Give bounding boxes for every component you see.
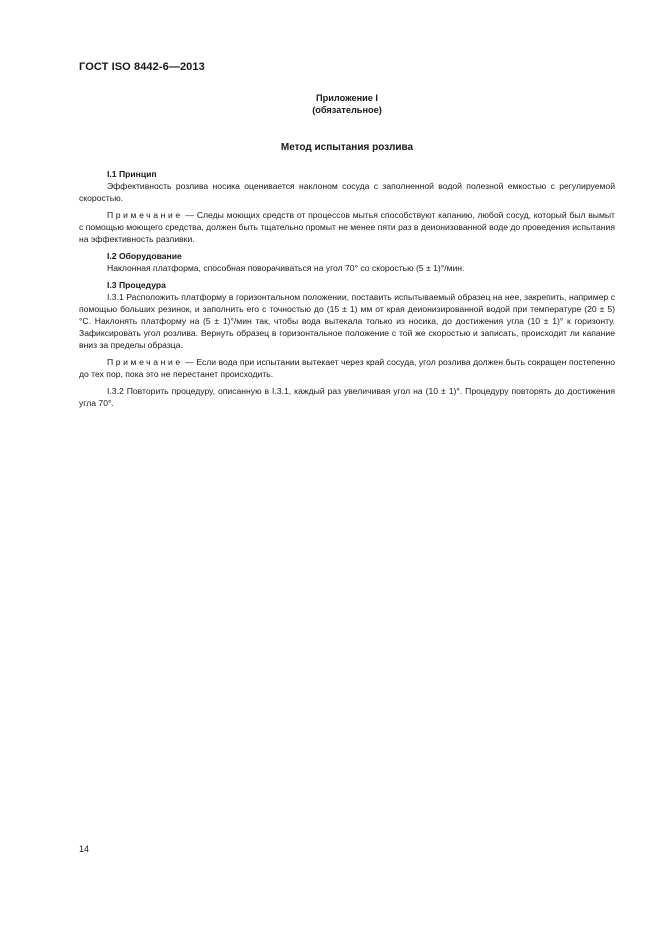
document-title: Метод испытания розлива bbox=[280, 142, 414, 153]
paragraph-principle: Эффективность розлива носика оценивается наклоном сосуда с заполненной водой полезной емкостью с регулируемой скоростью. bbox=[79, 181, 615, 203]
annex-status: (обязательное) bbox=[312, 105, 382, 115]
annex-heading bbox=[79, 92, 615, 116]
section-heading-procedure: I.3 Процедура bbox=[107, 280, 166, 290]
page-number: 14 bbox=[79, 844, 90, 854]
document-body bbox=[79, 168, 615, 409]
note-label: Примечание bbox=[107, 210, 183, 220]
standard-code: ГОСТ ISO 8442-6—2013 bbox=[79, 61, 205, 73]
note-principle bbox=[79, 209, 615, 245]
note-procedure bbox=[79, 356, 615, 380]
section-heading-principle: I.1 Принцип bbox=[107, 169, 157, 179]
paragraph-procedure-1: I.3.1 Расположить платформу в горизонтальном положении, поставить испытываемый образец на нее, закрепить, например с помощью больших резинок, и заполнить его с точностью до (15 ± 1) мм от края деионизированной водой при температуре (20 ± 5) °C. Наклонять платформу на (5 ± 1)°/мин так, чтобы вода вытекала только из носика, до достижения угла (10 ± 1)° к горизонту. Зафиксировать угол розлива. Вернуть образец в горизонтальное положение с той же скоростью и записать, происходит ли капание вниз за пределы образца. bbox=[79, 292, 615, 350]
section-heading-equipment: I.2 Оборудование bbox=[107, 251, 182, 261]
note-text: — Если вода при испытании вытекает через край сосуда, угол розлива должен быть сокращен постепенно до тех пор, пока это не перестанет происходить. bbox=[79, 357, 615, 379]
note-label: Примечание bbox=[107, 357, 183, 367]
note-text: — Следы моющих средств от процессов мытья способствуют капанию, любой сосуд, который был вымыт с помощью моющего средства, должен быть тщательно промыт не менее пяти раз в деионизованной воде до проведения испытания на эффективность разливки. bbox=[79, 210, 615, 244]
paragraph-equipment: Наклонная платформа, способная поворачиваться на угол 70° со скоростью (5 ± 1)°/мин. bbox=[107, 263, 465, 273]
annex-title: Приложение I bbox=[316, 93, 378, 103]
paragraph-procedure-2: I.3.2 Повторить процедуру, описанную в I.3.1, каждый раз увеличивая угол на (10 ± 1)°. Процедуру повторять до достижения угла 70°. bbox=[79, 386, 615, 408]
